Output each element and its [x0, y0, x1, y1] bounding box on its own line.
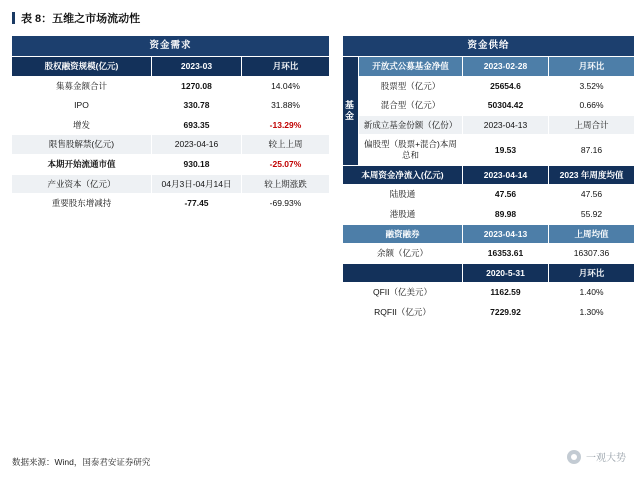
table-row — [343, 165, 635, 185]
table-row — [343, 56, 635, 76]
column-header: 2023 年周度均值 — [549, 165, 635, 185]
section-label: 限售股解禁(亿元) — [12, 135, 152, 155]
table-row — [12, 155, 330, 175]
table-row — [12, 56, 330, 76]
watermark-text: 一观大势 — [586, 453, 626, 464]
row-label: 余额（亿元） — [343, 244, 463, 264]
row-value: 330.78 — [152, 96, 242, 116]
row-value: 25654.6 — [463, 76, 549, 96]
watermark-logo-icon — [567, 450, 581, 464]
row-change: 16307.36 — [549, 244, 635, 264]
row-value: 1162.59 — [463, 283, 549, 303]
section-date: 04月3日-04月14日 — [152, 174, 242, 194]
demand-table — [11, 35, 330, 214]
section-label: 产业资本（亿元） — [12, 174, 152, 194]
table-row — [343, 115, 635, 135]
row-change: 1.40% — [549, 283, 635, 303]
table-row — [343, 76, 635, 96]
row-change: 47.56 — [549, 185, 635, 205]
table-row — [343, 96, 635, 116]
table-row — [12, 174, 330, 194]
column-header: 股权融资规模(亿元) — [12, 56, 152, 76]
column-header: 2023-02-28 — [463, 56, 549, 76]
row-value: 19.53 — [463, 135, 549, 165]
table-row — [343, 224, 635, 244]
source-note: 数据来源：Wind，国泰君安证券研究 — [12, 457, 151, 467]
row-label: 集募金额合计 — [12, 76, 152, 96]
row-value: -77.45 — [152, 194, 242, 214]
row-value: 50304.42 — [463, 96, 549, 116]
column-header: 月环比 — [549, 263, 635, 283]
column-header: 月环比 — [549, 56, 635, 76]
row-change: 14.04% — [242, 76, 330, 96]
table-row — [12, 76, 330, 96]
column-header: 2020-5-31 — [463, 263, 549, 283]
column-header: 2023-03 — [152, 56, 242, 76]
supply-table-wrapper — [341, 34, 636, 324]
row-label: RQFII（亿元） — [343, 303, 463, 323]
row-change: 55.92 — [549, 204, 635, 224]
table-row — [343, 135, 635, 165]
column-header — [343, 263, 463, 283]
section-label: 新成立基金份额（亿份） — [359, 115, 463, 135]
table-row — [12, 96, 330, 116]
column-header: 开放式公募基金净值 — [359, 56, 463, 76]
column-header: 融资融券 — [343, 224, 463, 244]
row-value: 89.98 — [463, 204, 549, 224]
section-side-label: 基金 — [343, 56, 359, 165]
row-value: 930.18 — [152, 155, 242, 175]
row-label: 偏股型（股票+混合)本周总和 — [359, 135, 463, 165]
column-header: 月环比 — [242, 56, 330, 76]
row-label: 本期开始流通市值 — [12, 155, 152, 175]
table-row — [12, 194, 330, 214]
row-change: -69.93% — [242, 194, 330, 214]
row-change: 87.16 — [549, 135, 635, 165]
row-change: 1.30% — [549, 303, 635, 323]
row-label: IPO — [12, 96, 152, 116]
title-text: 表 8：五维之市场流动性 — [21, 13, 141, 25]
table-row — [343, 204, 635, 224]
title-accent-bar — [12, 12, 15, 24]
row-label: 陆股通 — [343, 185, 463, 205]
demand-banner: 资金需求 — [12, 36, 330, 57]
supply-banner: 资金供给 — [343, 36, 635, 57]
row-change: -13.29% — [242, 115, 330, 135]
table-row — [343, 303, 635, 323]
row-label: 股票型（亿元） — [359, 76, 463, 96]
section-compare: 较上期涨跌 — [242, 174, 330, 194]
section-compare: 上周合计 — [549, 115, 635, 135]
table-row — [12, 115, 330, 135]
row-label: QFII（亿美元） — [343, 283, 463, 303]
section-date: 2023-04-16 — [152, 135, 242, 155]
table-row — [343, 36, 635, 57]
section-compare: 较上上周 — [242, 135, 330, 155]
table-row — [343, 185, 635, 205]
section-date: 2023-04-13 — [463, 115, 549, 135]
row-label: 增发 — [12, 115, 152, 135]
table-row — [343, 263, 635, 283]
column-header: 上周均值 — [549, 224, 635, 244]
tables-container — [10, 34, 630, 324]
row-change: 3.52% — [549, 76, 635, 96]
row-label: 重要股东增减持 — [12, 194, 152, 214]
row-value: 1270.08 — [152, 76, 242, 96]
column-header: 2023-04-13 — [463, 224, 549, 244]
column-header: 2023-04-14 — [463, 165, 549, 185]
row-change: 0.66% — [549, 96, 635, 116]
row-value: 7229.92 — [463, 303, 549, 323]
supply-table — [342, 35, 635, 323]
row-value: 47.56 — [463, 185, 549, 205]
row-label: 港股通 — [343, 204, 463, 224]
row-value: 693.35 — [152, 115, 242, 135]
watermark — [567, 449, 626, 464]
table-row — [12, 36, 330, 57]
row-label: 混合型（亿元） — [359, 96, 463, 116]
column-header: 本周资金净流入(亿元) — [343, 165, 463, 185]
demand-table-wrapper — [10, 34, 331, 215]
table-row — [343, 244, 635, 264]
row-change: 31.88% — [242, 96, 330, 116]
page-title — [12, 10, 630, 26]
row-change: -25.07% — [242, 155, 330, 175]
row-value: 16353.61 — [463, 244, 549, 264]
table-row — [12, 135, 330, 155]
table-row — [343, 283, 635, 303]
